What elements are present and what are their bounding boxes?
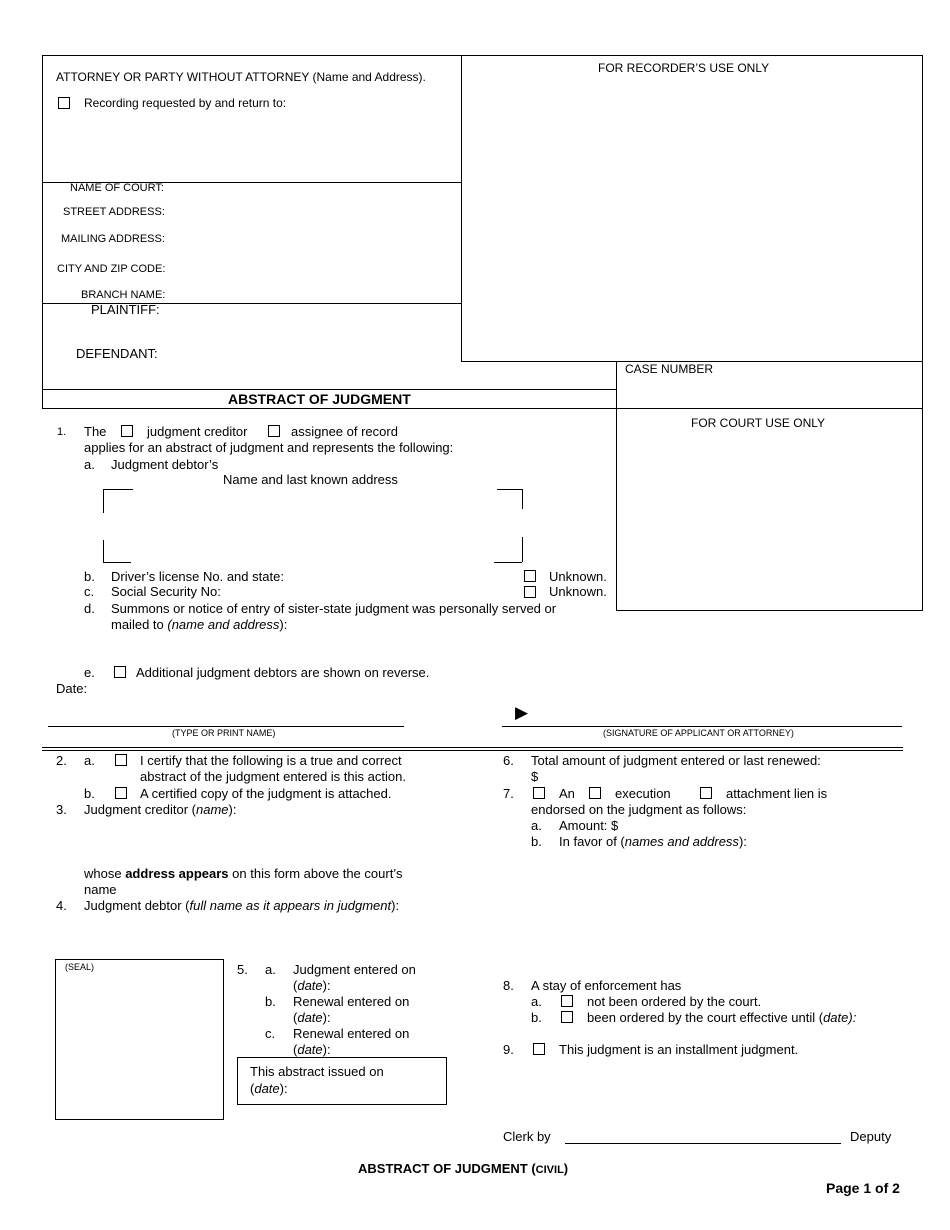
type-name-field[interactable] [48,704,404,724]
item-1c-letter: c. [84,584,95,599]
item-5-number: 5. [237,962,248,977]
not-ordered-label: not been ordered by the court. [587,994,762,1009]
judgment-debtor-field[interactable] [84,916,464,956]
issued-date: (date): [250,1081,288,1096]
item-2b-letter: b. [84,786,95,801]
deputy-label: Deputy [850,1129,892,1144]
clerk-field[interactable] [565,1126,841,1142]
item-8a-letter: a. [531,994,542,1009]
issued-label: This abstract issued on [250,1064,384,1079]
plaintiff-label: PLAINTIFF: [91,302,160,317]
bracket-tl-h [103,489,133,490]
item-5c-letter: c. [265,1026,276,1041]
applies-text: applies for an abstract of judgment and represents the following: [84,440,454,455]
item-3-number: 3. [56,802,67,817]
attachment-checkbox[interactable] [700,787,712,799]
item-1-number: 1. [57,426,67,438]
title-bottom [42,408,617,409]
an-checkbox[interactable] [533,787,545,799]
bracket-tl-v [103,489,104,513]
recording-requested-checkbox[interactable] [58,97,70,109]
item-1d-letter: d. [84,601,95,616]
certify-line-1: I certify that the following is a true and correct [140,753,402,768]
seal-label: (SEAL) [65,962,95,972]
court-field-branch: BRANCH NAME: [81,289,166,301]
item-5b-letter: b. [265,994,276,1009]
item-8-number: 8. [503,978,514,993]
favor-label: In favor of (names and address): [559,834,747,849]
item-9-number: 9. [503,1042,514,1057]
double-rule-bottom [42,750,903,751]
name-line [48,726,404,727]
judgment-debtor-label: Judgment debtor (full name as it appears in judgment): [84,898,400,913]
recorders-use-label: FOR RECORDER’S USE ONLY [598,61,770,75]
execution-checkbox[interactable] [589,787,601,799]
certified-copy-label: A certified copy of the judgment is attached. [140,786,392,801]
summons-line-1: Summons or notice of entry of sister-state judgment was personally served or [111,601,557,616]
total-dollar: $ [531,769,539,784]
certify-line-2: abstract of the judgment entered is this action. [140,769,406,784]
court-field-mailing: MAILING ADDRESS: [61,233,165,245]
additional-debtors-checkbox[interactable] [114,666,126,678]
drivers-license-unknown-label: Unknown. [549,569,607,584]
parties-bottom [42,389,617,390]
court-field-street: STREET ADDRESS: [63,206,165,218]
drivers-license-label: Driver’s license No. and state: [111,569,284,584]
seal-box [55,959,224,1120]
item-4-number: 4. [56,898,67,913]
assignee-checkbox[interactable] [268,425,280,437]
item-1a-label: Judgment debtor’s [111,457,219,472]
page-number: Page 1 of 2 [826,1180,900,1196]
date-label: Date: [56,681,88,696]
ordered-label: been ordered by the court effective until (date): [587,1010,857,1025]
not-ordered-checkbox[interactable] [561,995,573,1007]
bracket-tr-h [497,489,522,490]
court-field-city: CITY AND ZIP CODE: [57,263,166,275]
bracket-bl-h [103,562,131,563]
bracket-bl-v [103,540,104,562]
signature-arrow-icon: ▶ [515,703,529,722]
execution-label: execution [615,786,671,801]
double-rule-top [42,747,903,748]
summons-line-2: mailed to (name and address): [111,617,288,632]
stay-label: A stay of enforcement has [531,978,682,993]
signature-field[interactable] [540,704,902,724]
footer-title: ABSTRACT OF JUDGMENT (CIVIL) [358,1161,569,1176]
item-1b-letter: b. [84,569,95,584]
total-amount-field[interactable] [542,769,742,785]
judgment-creditor-checkbox[interactable] [121,425,133,437]
item-1a-letter: a. [84,457,95,472]
clerk-label: Clerk by [503,1129,551,1144]
certified-copy-checkbox[interactable] [115,787,127,799]
signature-line [502,726,902,727]
item-1-the: The [84,424,107,439]
judgment-creditor-name-label: Judgment creditor (name): [84,802,237,817]
ssn-label: Social Security No: [111,584,221,599]
item-1e-letter: e. [84,665,95,680]
bracket-br-v [522,537,523,562]
signature-label: (SIGNATURE OF APPLICANT OR ATTORNEY) [603,728,794,738]
additional-debtors-label: Additional judgment debtors are shown on reverse. [136,665,430,680]
bracket-br-h [494,562,522,563]
item-2-number: 2. [56,753,67,768]
type-name-label: (TYPE OR PRINT NAME) [172,728,276,738]
debtor-address-field[interactable] [106,492,519,560]
name-word: name [84,882,117,897]
court-use-box [616,408,923,611]
installment-checkbox[interactable] [533,1043,545,1055]
item-7b-letter: b. [531,834,542,849]
item-5a-letter: a. [265,962,276,977]
item-8b-letter: b. [531,1010,542,1025]
judgment-entered-date: (date): [293,978,331,993]
renewal-c-date: (date): [293,1042,331,1057]
ssn-unknown-checkbox[interactable] [524,586,536,598]
ordered-checkbox[interactable] [561,1011,573,1023]
endorsed-label: endorsed on the judgment as follows: [531,802,747,817]
case-number-label: CASE NUMBER [625,362,714,376]
item-2a-letter: a. [84,753,95,768]
court-field-name: NAME OF COURT: [70,182,164,194]
item-7a-letter: a. [531,818,542,833]
judgment-creditor-field[interactable] [84,820,464,862]
assignee-label: assignee of record [291,424,398,439]
form-title: ABSTRACT OF JUDGMENT [228,391,411,407]
judgment-creditor-label: judgment creditor [147,424,248,439]
judgment-entered-label: Judgment entered on [293,962,416,977]
left-border-court [42,182,43,408]
bracket-tr-v [522,489,523,509]
recorders-use-box [461,55,923,362]
court-use-label: FOR COURT USE ONLY [691,416,826,430]
attorney-label: ATTORNEY OR PARTY WITHOUT ATTORNEY (Name and Address). [56,70,426,84]
clerk-line [565,1143,841,1144]
defendant-label: DEFENDANT: [76,346,158,361]
favor-field[interactable] [559,852,899,952]
ssn-unknown-label: Unknown. [549,584,607,599]
an-label: An [559,786,575,801]
name-address-label: Name and last known address [223,472,398,487]
whose-address-text: whose address appears on this form above the court’s [84,866,403,881]
renewal-b-label: Renewal entered on [293,994,410,1009]
total-amount-label: Total amount of judgment entered or last renewed: [531,753,821,768]
renewal-c-label: Renewal entered on [293,1026,410,1041]
drivers-license-unknown-checkbox[interactable] [524,570,536,582]
renewal-b-date: (date): [293,1010,331,1025]
installment-label: This judgment is an installment judgment. [559,1042,799,1057]
recording-requested-label: Recording requested by and return to: [84,96,287,110]
attachment-label: attachment lien is [726,786,828,801]
item-7-number: 7. [503,786,514,801]
certify-checkbox[interactable] [115,754,127,766]
amount-label: Amount: $ [559,818,619,833]
item-6-number: 6. [503,753,514,768]
